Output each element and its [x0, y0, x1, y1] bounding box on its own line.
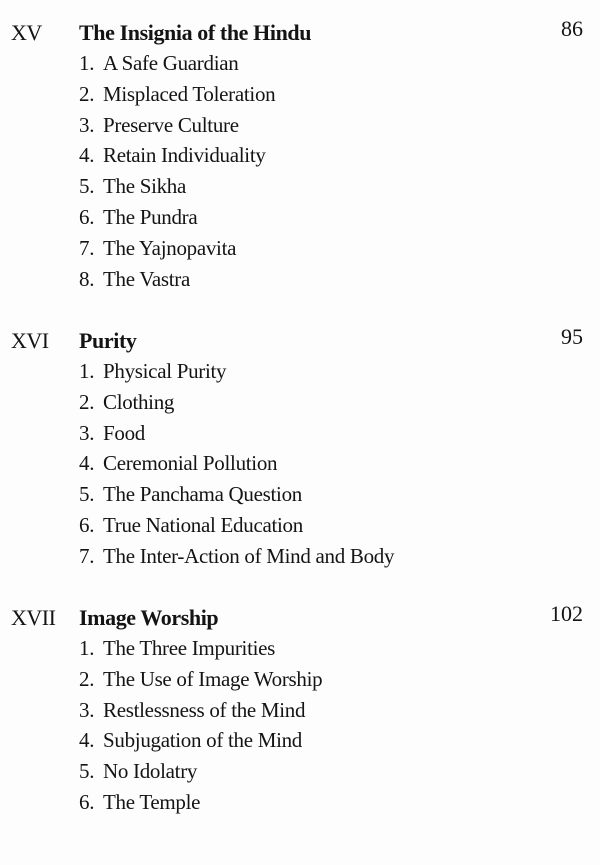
section-title: Clothing	[103, 389, 175, 414]
section-number: 7.	[79, 543, 95, 568]
section-item	[79, 725, 600, 756]
chapter-title: The Insignia of the Hindu	[79, 20, 312, 45]
section-item	[79, 695, 600, 726]
section-number: 6.	[79, 512, 95, 537]
chapter-heading	[0, 325, 600, 356]
section-number: 4.	[79, 143, 95, 168]
section-title: The Temple	[103, 789, 201, 814]
section-number: 5.	[79, 482, 95, 507]
section-item	[79, 202, 600, 233]
section-item	[79, 48, 600, 79]
section-number: 2.	[79, 666, 95, 691]
section-title: The Sikha	[103, 174, 187, 199]
section-item	[79, 264, 600, 295]
chapter-number: XVII	[11, 605, 56, 630]
chapter-xv	[0, 17, 600, 294]
section-number: 2.	[79, 389, 95, 414]
section-title: The Pundra	[103, 204, 198, 229]
section-item	[79, 233, 600, 264]
section-number: 1.	[79, 636, 95, 660]
section-title: The Use of Image Worship	[103, 666, 323, 691]
section-item	[79, 787, 600, 818]
section-item	[79, 479, 600, 510]
chapter-xvii	[0, 602, 600, 818]
section-list	[0, 48, 600, 294]
section-number: 6.	[79, 789, 95, 814]
section-item	[79, 541, 600, 572]
section-title: Misplaced Toleration	[103, 81, 276, 106]
section-title: Subjugation of the Mind	[103, 728, 303, 753]
section-item	[79, 664, 600, 695]
section-number: 2.	[79, 81, 95, 106]
chapter-heading	[0, 17, 600, 48]
section-title: No Idolatry	[103, 759, 198, 784]
section-number: 3.	[79, 112, 95, 137]
section-title: The Three Impurities	[103, 636, 276, 660]
section-number: 4.	[79, 728, 95, 753]
section-title: Food	[103, 420, 145, 445]
section-number: 3.	[79, 420, 95, 445]
section-item	[79, 387, 600, 418]
section-list	[0, 633, 600, 818]
section-title: A Safe Guardian	[103, 51, 239, 75]
section-title: True National Education	[103, 512, 303, 537]
section-title: The Vastra	[103, 266, 190, 291]
section-item	[79, 756, 600, 787]
section-item	[79, 171, 600, 202]
section-number: 4.	[79, 451, 95, 476]
chapter-number: XVI	[11, 328, 49, 353]
chapter-page-number: 102	[550, 601, 583, 626]
section-number: 5.	[79, 174, 95, 199]
section-number: 1.	[79, 51, 95, 75]
section-item	[79, 510, 600, 541]
chapter-xvi	[0, 325, 600, 572]
section-title: Retain Individuality	[103, 143, 266, 168]
section-title: Restlessness of the Mind	[103, 697, 306, 722]
section-number: 7.	[79, 235, 95, 260]
section-title: The Inter-Action of Mind and Body	[103, 543, 395, 568]
section-number: 3.	[79, 697, 95, 722]
section-number: 1.	[79, 359, 95, 383]
section-item	[79, 633, 600, 664]
section-number: 8.	[79, 266, 95, 291]
section-title: Preserve Culture	[103, 112, 239, 137]
section-item	[79, 110, 600, 141]
section-item	[79, 79, 600, 110]
section-item	[79, 356, 600, 387]
section-title: Ceremonial Pollution	[103, 451, 278, 476]
chapter-page-number: 86	[561, 16, 583, 41]
chapter-heading	[0, 602, 600, 633]
section-list	[0, 356, 600, 572]
chapter-page-number: 95	[561, 324, 583, 349]
section-title: Physical Purity	[103, 359, 227, 383]
section-item	[79, 418, 600, 449]
section-item	[79, 140, 600, 171]
chapter-number: XV	[11, 20, 42, 45]
section-title: The Yajnopavita	[103, 235, 237, 260]
section-title: The Panchama Question	[103, 482, 302, 507]
section-number: 5.	[79, 759, 95, 784]
chapter-title: Purity	[79, 328, 137, 353]
section-item	[79, 448, 600, 479]
chapter-title: Image Worship	[79, 605, 219, 630]
section-number: 6.	[79, 204, 95, 229]
